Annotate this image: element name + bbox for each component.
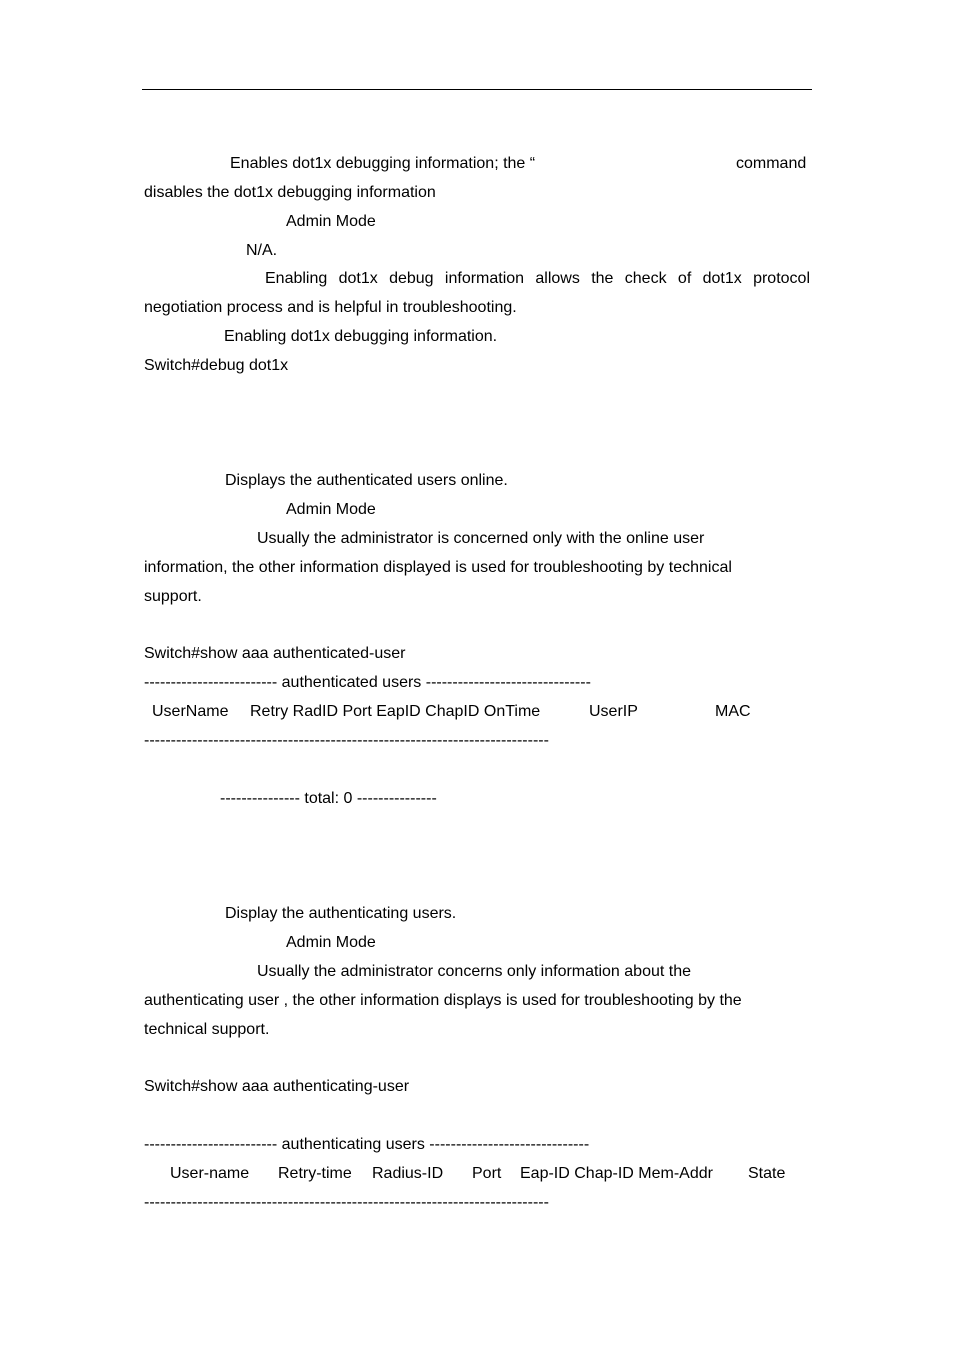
authenticated-column-username: UserName bbox=[152, 703, 229, 720]
authenticated-column-mac: MAC bbox=[715, 703, 751, 720]
authenticated-column-userip: UserIP bbox=[589, 703, 638, 720]
authenticated-description: Displays the authenticated users online. bbox=[225, 472, 508, 489]
debug-command: Switch#debug dot1x bbox=[144, 357, 289, 374]
authenticating-usage-line3: technical support. bbox=[144, 1021, 270, 1038]
debug-example: Enabling dot1x debugging information. bbox=[224, 328, 498, 345]
authenticated-usage-line3: support. bbox=[144, 588, 202, 605]
authenticating-mode: Admin Mode bbox=[286, 934, 376, 951]
authenticating-separator: ---------------------------------------------------------------------------- bbox=[144, 1194, 549, 1211]
debug-usage-line2: negotiation process and is helpful in troubleshooting. bbox=[144, 299, 517, 316]
authenticating-banner: ------------------------- authenticating users ------------------------------ bbox=[144, 1136, 590, 1153]
authenticating-column-retry-time: Retry-time bbox=[278, 1165, 352, 1182]
authenticated-column-details: Retry RadID Port EapID ChapID OnTime bbox=[250, 703, 541, 720]
debug-mode: Admin Mode bbox=[286, 213, 376, 230]
authenticating-column-radius-id: Radius-ID bbox=[372, 1165, 444, 1182]
authenticated-separator: ---------------------------------------------------------------------------- bbox=[144, 732, 549, 749]
authenticating-usage-line1: Usually the administrator concerns only information about the bbox=[257, 963, 691, 980]
authenticated-usage-line1: Usually the administrator is concerned only with the online user bbox=[257, 530, 705, 547]
authenticated-total: --------------- total: 0 --------------- bbox=[220, 790, 437, 807]
authenticating-usage-line2: authenticating user , the other information displays is used for troubleshooting by the bbox=[144, 992, 742, 1009]
authenticating-column-state: State bbox=[748, 1165, 786, 1182]
authenticated-usage-line2: information, the other information displayed is used for troubleshooting by technical bbox=[144, 559, 732, 576]
authenticated-command: Switch#show aaa authenticated-user bbox=[144, 645, 406, 662]
header-rule bbox=[142, 89, 812, 90]
debug-description-start: Enables dot1x debugging information; the “ bbox=[230, 155, 536, 172]
debug-description-cont: disables the dot1x debugging information bbox=[144, 184, 436, 201]
authenticating-column-port: Port bbox=[472, 1165, 502, 1182]
debug-default: N/A. bbox=[246, 242, 278, 259]
authenticating-column-ids-addr: Eap-ID Chap-ID Mem-Addr bbox=[520, 1165, 713, 1182]
debug-description-end: command bbox=[736, 155, 807, 172]
authenticating-description: Display the authenticating users. bbox=[225, 905, 457, 922]
authenticated-banner: ------------------------- authenticated users ------------------------------- bbox=[144, 674, 591, 691]
authenticated-mode: Admin Mode bbox=[286, 501, 376, 518]
debug-usage-line1: Enabling dot1x debug information allows the check of dot1x protocol bbox=[265, 270, 810, 287]
authenticating-command: Switch#show aaa authenticating-user bbox=[144, 1078, 410, 1095]
authenticating-column-username: User-name bbox=[170, 1165, 250, 1182]
